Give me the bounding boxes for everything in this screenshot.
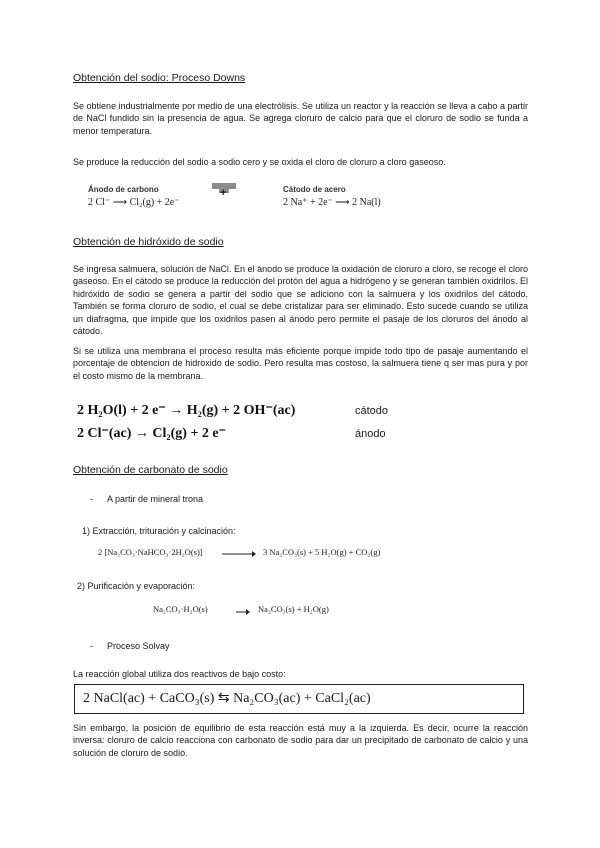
paragraph-downs-intro: Se obtiene industrialmente por medio de una electrólisis. Se utiliza un reactor y la reacción se lleva a cabo a partir de NaCl fundido sin la presencia de agua. Se agrega cloruro de calcio para que el cloruro de sodio se funda a menor temperatura.	[73, 101, 528, 136]
arrow-icon	[236, 604, 250, 614]
step1-equation-right: 3 Na₂CO₃(s) + 5 H₂O(g) + CO₂(g)	[263, 547, 381, 557]
step-extraction: 1) Extracción, trituración y calcinación:	[82, 526, 236, 536]
step-purification: 2) Purificación y evaporación:	[77, 581, 196, 591]
section-title-carbonate: Obtención de carbonato de sodio	[73, 464, 228, 476]
step2-equation-right: Na₂CO₃(s) + H₂O(g)	[258, 604, 329, 614]
anode-equation: 2 Cl⁻ ⟶ Cl₂(g) + 2e⁻	[88, 197, 180, 208]
bullet-dash: -	[90, 494, 93, 504]
paragraph-naoh-membrane: Si se utiliza una membrana el proceso resulta más eficiente porque impide todo tipo de pasaje aumentando el porcentaje de obtencion de hidroxido de sodio. Pero resulta mas costoso, la salmuera tiene q ser mas pura y por el costo mismo de la membrana.	[73, 346, 528, 381]
label-anodo: ánodo	[355, 428, 386, 440]
global-equation-box	[74, 684, 524, 714]
arrow-icon	[222, 546, 256, 556]
paragraph-naoh-process: Se ingresa salmuera, solución de NaCl. En el ánodo se produce la oxidación de cloruro a cloro, se recoge el cloro gaseoso. En el cátodo se produce la reducción del protón del agua a hidrógeno y se generan también oxidrilos. El hidróxido de sodio se genera a partir del sodio que se adiciono con la salmuera y los oxidrilos del cátodo. También se forma cloruro de sodio, el cual se debe cristalizar para ser eliminado. Esto sucede cuando se utiliza un diafragma, que impide que los oxidrilos pasen al ánodo pero permite el pasaje de los cloruros del ánodo al cátodo.	[73, 264, 528, 337]
equation-cathode-water: 2 H₂O(l) + 2 e⁻ → H₂(g) + 2 OH⁻(ac)	[77, 403, 296, 418]
bullet-trona: A partir de mineral trona	[107, 494, 204, 504]
battery-icon	[210, 181, 240, 203]
paragraph-downs-reduction: Se produce la reducción del sodio a sodio cero y se oxida el cloro de cloruro a cloro gaseoso.	[73, 157, 446, 167]
step1-equation-left: 2 [Na₂CO₃·NaHCO₃·2H₂O(s)]	[98, 547, 203, 557]
bullet-solvay: Proceso Solvay	[107, 641, 170, 651]
global-reaction-intro: La reacción global utiliza dos reactivos de bajo costo:	[73, 669, 286, 679]
battery-plus-sign: +	[220, 187, 227, 199]
cathode-block	[283, 185, 381, 208]
bullet-dash: -	[90, 641, 93, 651]
equation-anode-chloride: 2 Cl⁻(ac) → Cl₂(g) + 2 e⁻	[77, 426, 227, 441]
label-catodo: cátodo	[355, 405, 389, 417]
cathode-label: Cátodo de acero	[283, 185, 346, 194]
cathode-equation: 2 Na⁺ + 2e⁻ ⟶ 2 Na(l)	[283, 197, 381, 208]
paragraph-equilibrium: Sin embargo, la posición de equilibrio de esta reacción está muy a la izquierda. Es decir, ocurre la reacción inversa: cloruro de calcio reacciona con carbonato de sodio para dar un precipitado de carbonato de calcio y una solución de cloruro de sodio.	[73, 723, 528, 758]
global-equation: 2 NaCl(ac) + CaCO₃(s) ⇆ Na₂CO₃(ac) + CaCl₂(ac)	[83, 691, 371, 706]
step2-equation-left: Na₂CO₃·H₂O(s)	[153, 604, 208, 614]
section-title-downs: Obtención del sodio: Proceso Downs	[73, 72, 246, 84]
anode-block	[88, 185, 180, 208]
section-title-naoh: Obtención de hidróxido de sodio	[73, 236, 224, 248]
anode-label: Ánodo de carbono	[88, 185, 159, 194]
